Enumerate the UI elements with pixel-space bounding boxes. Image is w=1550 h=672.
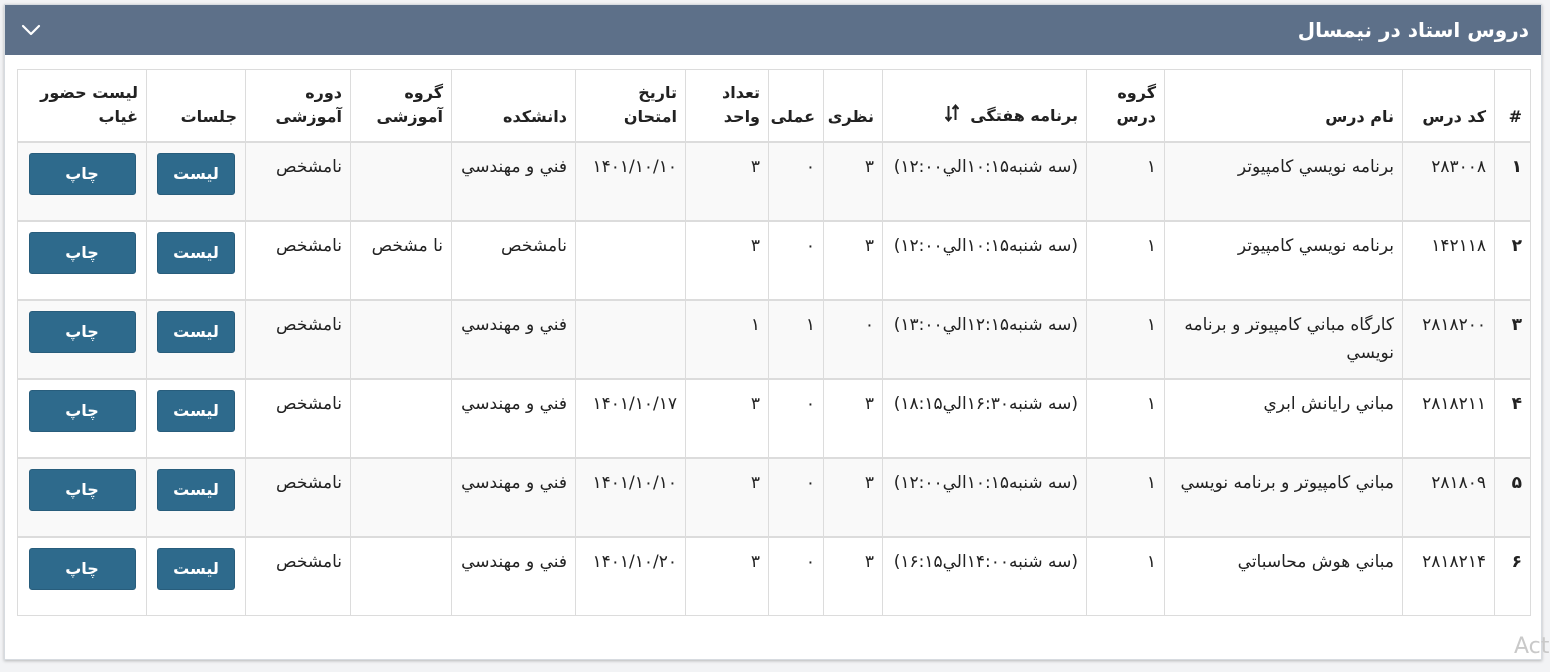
cell-sessions [147,458,246,537]
cell-attendance [18,300,147,379]
cell-course-group: ۱ [1087,300,1165,379]
cell-attendance [18,458,147,537]
cell-units: ۳ [686,221,769,300]
cell-edu-period: نامشخص [246,458,351,537]
cell-practical: ۰ [769,142,824,221]
cell-units: ۳ [686,142,769,221]
attendance-print-button[interactable]: چاپ [29,232,136,274]
cell-edu-period: نامشخص [246,221,351,300]
cell-practical: ۰ [769,379,824,458]
cell-edu-group [351,458,452,537]
attendance-print-button[interactable]: چاپ [29,390,136,432]
cell-weekly-schedule: (سه شنبه۱۰:۱۵الي۱۲:۰۰) [883,142,1087,221]
cell-theory: ۳ [824,142,883,221]
cell-edu-period: نامشخص [246,300,351,379]
header-faculty: دانشکده [452,70,576,142]
table-row [18,300,1531,379]
activation-watermark: Act [1514,634,1550,659]
cell-faculty: فني و مهندسي [452,142,576,221]
cell-course-group: ۱ [1087,379,1165,458]
header-attendance: لیست حضور غیاب [18,70,147,142]
cell-attendance [18,379,147,458]
cell-weekly-schedule: (سه شنبه۱۴:۰۰الي۱۶:۱۵) [883,537,1087,616]
cell-theory: ۳ [824,379,883,458]
courses-panel [4,4,1542,660]
attendance-print-button[interactable]: چاپ [29,469,136,511]
cell-practical: ۰ [769,221,824,300]
cell-exam-date [576,221,686,300]
cell-edu-period: نامشخص [246,142,351,221]
cell-faculty: فني و مهندسي [452,458,576,537]
attendance-print-button[interactable]: چاپ [29,311,136,353]
cell-attendance [18,142,147,221]
cell-row-no: ۳ [1495,300,1531,379]
cell-theory: ۳ [824,458,883,537]
cell-course-code: ۲۸۱۸۰۹ [1403,458,1495,537]
cell-course-group: ۱ [1087,458,1165,537]
cell-theory: ۳ [824,221,883,300]
cell-sessions [147,537,246,616]
cell-course-name: مباني رايانش ابري [1165,379,1403,458]
cell-faculty: فني و مهندسي [452,379,576,458]
cell-weekly-schedule: (سه شنبه۱۲:۱۵الي۱۳:۰۰) [883,300,1087,379]
header-course-code: کد درس [1403,70,1495,142]
cell-row-no: ۴ [1495,379,1531,458]
cell-edu-group [351,537,452,616]
header-theory: نظری [824,70,883,142]
cell-practical: ۱ [769,300,824,379]
sessions-list-button[interactable]: لیست [157,311,235,353]
sessions-list-button[interactable]: لیست [157,390,235,432]
cell-row-no: ۵ [1495,458,1531,537]
cell-edu-period: نامشخص [246,379,351,458]
cell-course-name: مباني هوش محاسباتي [1165,537,1403,616]
header-sessions: جلسات [147,70,246,142]
table-row [18,379,1531,458]
cell-course-group: ۱ [1087,221,1165,300]
cell-sessions [147,221,246,300]
cell-row-no: ۱ [1495,142,1531,221]
cell-course-code: ۲۸۱۸۲۱۱ [1403,379,1495,458]
cell-practical: ۰ [769,537,824,616]
courses-table-wrap [17,69,1530,616]
cell-course-name: كارگاه مباني كامپيوتر و برنامه نويسي [1165,300,1403,379]
cell-sessions [147,300,246,379]
table-row [18,458,1531,537]
panel-title: دروس استاد در نیمسال [1297,18,1529,42]
courses-table [17,69,1531,616]
cell-edu-group: نا مشخص [351,221,452,300]
cell-theory: ۳ [824,537,883,616]
cell-theory: ۰ [824,300,883,379]
cell-units: ۳ [686,537,769,616]
cell-exam-date: ۱۴۰۱/۱۰/۱۰ [576,458,686,537]
cell-edu-period: نامشخص [246,537,351,616]
header-course-group: گروه درس [1087,70,1165,142]
table-header-row [18,70,1531,142]
table-row [18,537,1531,616]
cell-course-name: برنامه نويسي كامپيوتر [1165,221,1403,300]
attendance-print-button[interactable]: چاپ [29,153,136,195]
cell-weekly-schedule: (سه شنبه۱۶:۳۰الي۱۸:۱۵) [883,379,1087,458]
header-weekly-schedule-label: برنامه هفتگی [970,105,1078,125]
attendance-print-button[interactable]: چاپ [29,548,136,590]
sessions-list-button[interactable]: لیست [157,232,235,274]
header-weekly-schedule[interactable] [883,70,1087,142]
sort-icon[interactable] [945,104,959,129]
header-units: تعداد واحد [686,70,769,142]
cell-row-no: ۶ [1495,537,1531,616]
cell-sessions [147,379,246,458]
header-edu-group: گروه آموزشی [351,70,452,142]
cell-attendance [18,221,147,300]
cell-course-code: ۱۴۲۱۱۸ [1403,221,1495,300]
cell-course-name: برنامه نويسي كامپيوتر [1165,142,1403,221]
table-row [18,221,1531,300]
sessions-list-button[interactable]: لیست [157,548,235,590]
header-exam-date: تاریخ امتحان [576,70,686,142]
cell-exam-date: ۱۴۰۱/۱۰/۲۰ [576,537,686,616]
chevron-down-icon[interactable] [19,18,43,42]
sessions-list-button[interactable]: لیست [157,469,235,511]
cell-sessions [147,142,246,221]
cell-course-code: ۲۸۳۰۰۸ [1403,142,1495,221]
cell-edu-group [351,142,452,221]
header-practical: عملی [769,70,824,142]
cell-course-code: ۲۸۱۸۲۱۴ [1403,537,1495,616]
cell-weekly-schedule: (سه شنبه۱۰:۱۵الي۱۲:۰۰) [883,221,1087,300]
table-row [18,142,1531,221]
cell-faculty: فني و مهندسي [452,300,576,379]
header-row-no: # [1495,70,1531,142]
cell-faculty: نامشخص [452,221,576,300]
cell-units: ۳ [686,458,769,537]
cell-units: ۳ [686,379,769,458]
cell-edu-group [351,379,452,458]
cell-practical: ۰ [769,458,824,537]
cell-exam-date: ۱۴۰۱/۱۰/۱۷ [576,379,686,458]
cell-course-code: ۲۸۱۸۲۰۰ [1403,300,1495,379]
cell-units: ۱ [686,300,769,379]
cell-course-name: مباني كامپيوتر و برنامه نويسي [1165,458,1403,537]
cell-weekly-schedule: (سه شنبه۱۰:۱۵الي۱۲:۰۰) [883,458,1087,537]
cell-course-group: ۱ [1087,537,1165,616]
cell-exam-date: ۱۴۰۱/۱۰/۱۰ [576,142,686,221]
cell-attendance [18,537,147,616]
header-edu-period: دوره آموزشی [246,70,351,142]
cell-exam-date [576,300,686,379]
header-course-name: نام درس [1165,70,1403,142]
cell-edu-group [351,300,452,379]
cell-course-group: ۱ [1087,142,1165,221]
sessions-list-button[interactable]: لیست [157,153,235,195]
cell-row-no: ۲ [1495,221,1531,300]
cell-faculty: فني و مهندسي [452,537,576,616]
panel-header [5,5,1541,55]
